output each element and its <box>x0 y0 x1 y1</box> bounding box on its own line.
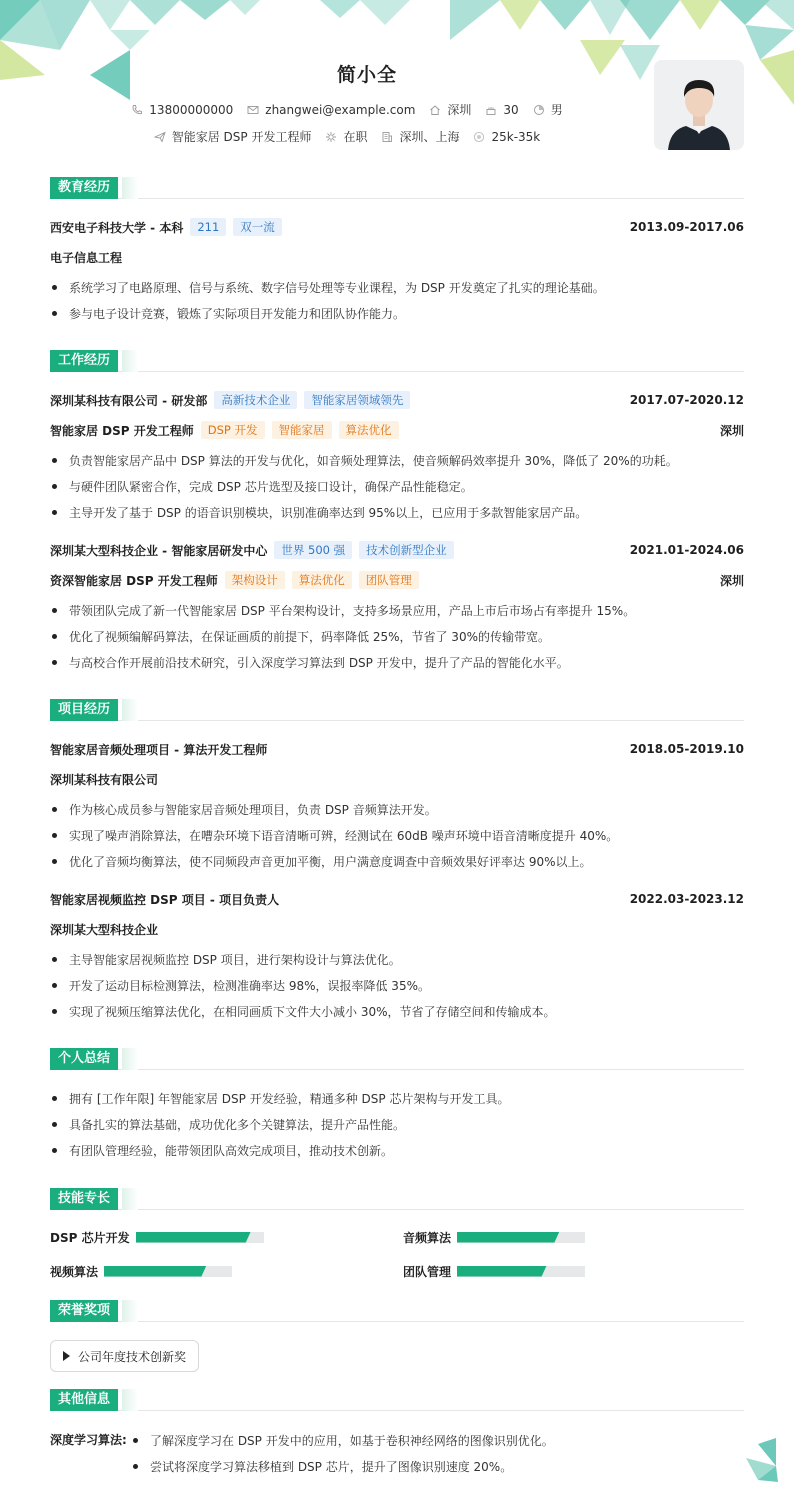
list-item: 带领团队完成了新一代智能家居 DSP 平台架构设计，支持多场景应用，产品上市后市场占有率提升 15%。 <box>50 601 744 619</box>
age-icon <box>485 104 497 116</box>
profile-photo <box>654 60 744 150</box>
section-awards <box>50 1300 744 1322</box>
list-item: 与高校合作开展前沿技术研究，引入深度学习算法到 DSP 开发中，提升了产品的智能化水平。 <box>50 653 744 671</box>
work-location: 深圳 <box>719 573 744 588</box>
triangle-right-icon <box>63 1351 70 1361</box>
contact-row <box>0 101 694 118</box>
section-title: 教育经历 <box>50 177 118 199</box>
skill-name: 音频算法 <box>403 1230 452 1245</box>
section-title: 技能专长 <box>50 1188 118 1210</box>
project-period: 2018.05-2019.10 <box>629 742 744 756</box>
education-period: 2013.09-2017.06 <box>629 220 744 234</box>
phone-item: 13800000000 <box>131 103 233 117</box>
school-tag: 双一流 <box>233 218 282 236</box>
major: 电子信息工程 <box>50 250 123 265</box>
company-tag: 世界 500 强 <box>274 541 352 559</box>
age-item: 30 <box>485 103 518 117</box>
intent-row <box>0 128 694 145</box>
email-item: zhangwei@example.com <box>247 103 415 117</box>
list-item: 尝试将深度学习算法移植到 DSP 芯片，提升了图像识别速度 20%。 <box>131 1457 512 1475</box>
list-item: 参与电子设计竞赛，锻炼了实际项目开发能力和团队协作能力。 <box>50 304 744 322</box>
project-header <box>50 889 744 909</box>
project-company: 深圳某大型科技企业 <box>50 922 159 937</box>
role-tag: 团队管理 <box>359 571 419 589</box>
list-item: 主导智能家居视频监控 DSP 项目，进行架构设计与算法优化。 <box>50 950 744 968</box>
section-title: 荣誉奖项 <box>50 1300 118 1322</box>
send-icon <box>154 131 166 143</box>
role-tag: 算法优化 <box>292 571 352 589</box>
role-row <box>50 420 744 440</box>
major-row <box>50 247 744 267</box>
building-icon <box>381 131 393 143</box>
role-tag: 智能家居 <box>272 421 332 439</box>
status-icon <box>325 131 337 143</box>
skill-bar-fill <box>457 1232 559 1243</box>
list-item: 负责智能家居产品中 DSP 算法的开发与优化，如音频处理算法，使音频解码效率提升 30%，降低了 20%的功耗。 <box>50 451 744 469</box>
list-item: 主导开发了基于 DSP 的语音识别模块，识别准确率达到 95%以上，已应用于多款智能家居产品。 <box>50 503 744 521</box>
company-name: 深圳某科技有限公司 - 研发部 <box>50 393 208 408</box>
skill-item <box>50 1262 232 1280</box>
corner-decoration <box>736 1436 786 1486</box>
skill-bar <box>104 1266 232 1277</box>
list-item: 实现了视频压缩算法优化，在相同画质下文件大小减小 30%，节省了存储空间和传输成本。 <box>50 1002 744 1020</box>
job-status-item: 在职 <box>325 128 367 145</box>
work-header <box>50 390 744 410</box>
salary-icon <box>473 131 485 143</box>
candidate-name: 简小全 <box>336 64 397 86</box>
award-item[interactable] <box>50 1340 199 1372</box>
list-item: 了解深度学习在 DSP 开发中的应用，如基于卷积神经网络的图像识别优化。 <box>131 1431 554 1449</box>
home-icon <box>429 104 441 116</box>
role-title: 资深智能家居 DSP 开发工程师 <box>50 573 218 588</box>
skill-bar <box>136 1232 264 1243</box>
section-work <box>50 350 744 372</box>
company-name: 深圳某大型科技企业 - 智能家居研发中心 <box>50 543 268 558</box>
project-company: 深圳某科技有限公司 <box>50 772 159 787</box>
section-projects <box>50 699 744 721</box>
section-title: 工作经历 <box>50 350 118 372</box>
work-city-item: 深圳、上海 <box>381 128 459 145</box>
skill-bar-fill <box>104 1266 206 1277</box>
section-education <box>50 177 744 199</box>
company-tag: 技术创新型企业 <box>359 541 454 559</box>
skill-item <box>403 1228 585 1246</box>
phone-icon <box>131 104 143 116</box>
work-location: 深圳 <box>719 423 744 438</box>
role-row <box>50 570 744 590</box>
role-title: 智能家居 DSP 开发工程师 <box>50 423 194 438</box>
mail-icon <box>247 104 259 116</box>
project-title: 智能家居音频处理项目 - 算法开发工程师 <box>50 742 268 757</box>
project-company-row <box>50 769 744 789</box>
project-period: 2022.03-2023.12 <box>629 892 744 906</box>
work-period: 2017.07-2020.12 <box>629 393 744 407</box>
role-tag: 架构设计 <box>225 571 285 589</box>
section-skills <box>50 1188 744 1210</box>
section-summary <box>50 1048 744 1070</box>
list-item: 有团队管理经验，能带领团队高效完成项目，推动技术创新。 <box>50 1141 744 1159</box>
work-header <box>50 540 744 560</box>
section-other <box>50 1389 744 1411</box>
company-tag: 高新技术企业 <box>214 391 297 409</box>
skill-bar-fill <box>136 1232 251 1243</box>
award-label: 公司年度技术创新奖 <box>78 1349 187 1364</box>
other-label: 深度学习算法: <box>50 1433 127 1447</box>
list-item: 拥有 [工作年限] 年智能家居 DSP 开发经验，精通多种 DSP 芯片架构与开发工具。 <box>50 1089 744 1107</box>
gender-item: 男 <box>533 101 563 118</box>
project-header <box>50 739 744 759</box>
skill-bar-fill <box>457 1266 547 1277</box>
section-title: 个人总结 <box>50 1048 118 1070</box>
role-tag: 算法优化 <box>339 421 399 439</box>
company-tag: 智能家居领域领先 <box>304 391 410 409</box>
list-item: 作为核心成员参与智能家居音频处理项目，负责 DSP 音频算法开发。 <box>50 800 744 818</box>
list-item: 开发了运动目标检测算法，检测准确率达 98%，误报率降低 35%。 <box>50 976 744 994</box>
gender-icon <box>533 104 545 116</box>
section-title: 项目经历 <box>50 699 118 721</box>
list-item: 具备扎实的算法基础，成功优化多个关键算法，提升产品性能。 <box>50 1115 744 1133</box>
skill-bar <box>457 1266 585 1277</box>
section-title: 其他信息 <box>50 1389 118 1411</box>
skill-bar <box>457 1232 585 1243</box>
project-title: 智能家居视频监控 DSP 项目 - 项目负责人 <box>50 892 280 907</box>
school-name: 西安电子科技大学 - 本科 <box>50 220 184 235</box>
role-tag: DSP 开发 <box>201 421 265 439</box>
skill-name: DSP 芯片开发 <box>50 1230 130 1245</box>
salary-item: 25k-35k <box>473 130 540 144</box>
list-item: 优化了视频编解码算法，在保证画质的前提下，码率降低 25%，节省了 30%的传输带宽。 <box>50 627 744 645</box>
list-item: 系统学习了电路原理、信号与系统、数字信号处理等专业课程，为 DSP 开发奠定了扎实的理论基础。 <box>50 278 744 296</box>
school-tag: 211 <box>190 218 226 236</box>
skill-name: 视频算法 <box>50 1264 99 1279</box>
skill-item <box>403 1262 585 1280</box>
job-intent-item: 智能家居 DSP 开发工程师 <box>154 128 312 145</box>
project-company-row <box>50 919 744 939</box>
education-header <box>50 217 744 237</box>
skill-item <box>50 1228 264 1246</box>
work-period: 2021.01-2024.06 <box>629 543 744 557</box>
city-item: 深圳 <box>429 101 471 118</box>
skill-name: 团队管理 <box>403 1264 452 1279</box>
list-item: 与硬件团队紧密合作，完成 DSP 芯片选型及接口设计，确保产品性能稳定。 <box>50 477 744 495</box>
list-item: 优化了音频均衡算法，使不同频段声音更加平衡，用户满意度调查中音频效果好评率达 90%以上。 <box>50 852 744 870</box>
list-item: 实现了噪声消除算法，在嘈杂环境下语音清晰可辨，经测试在 60dB 噪声环境中语音清晰度提升 40%。 <box>50 826 744 844</box>
